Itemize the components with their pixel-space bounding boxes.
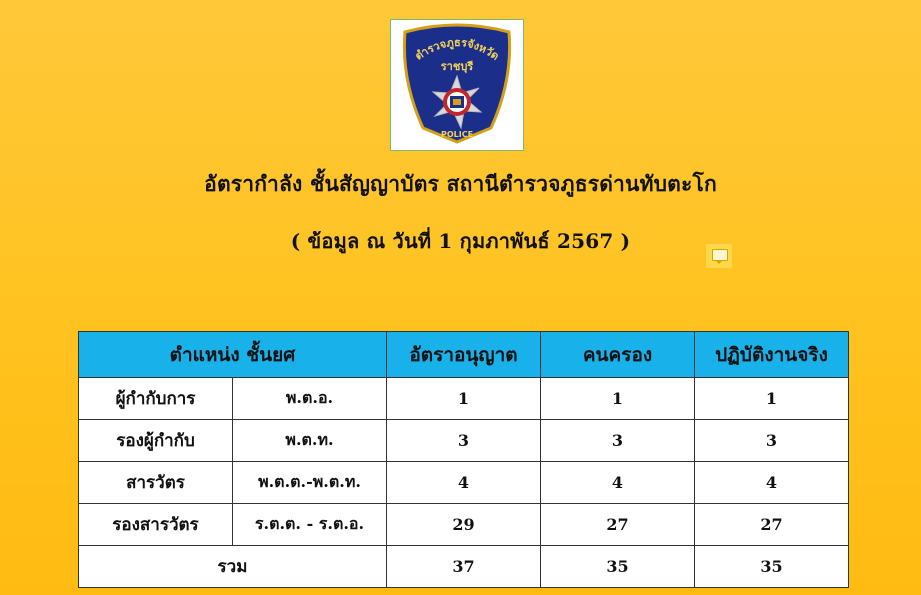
manpower-table	[78, 331, 849, 588]
actual-cell: 1	[695, 378, 849, 420]
occupied-cell: 4	[541, 462, 695, 504]
logo-top-text: ตำรวจภูธรจังหวัด	[412, 35, 502, 63]
position-cell: สารวัตร	[79, 462, 233, 504]
page-title: อัตรากำลัง ชั้นสัญญาบัตร สถานีตำรวจภูธรด่านทับตะโก	[204, 171, 717, 196]
table-row	[79, 504, 849, 546]
occupied-cell: 27	[541, 504, 695, 546]
rank-cell: พ.ต.ท.	[233, 420, 387, 462]
position-cell: รองสารวัตร	[79, 504, 233, 546]
comment-icon[interactable]	[706, 244, 732, 268]
table-header-row	[79, 332, 849, 378]
authorized-cell: 4	[387, 462, 541, 504]
total-authorized-cell: 37	[387, 546, 541, 588]
logo-province-text: ราชบุรี	[440, 60, 474, 73]
actual-cell: 4	[695, 462, 849, 504]
occupied-cell: 3	[541, 420, 695, 462]
table-total-row	[79, 546, 849, 588]
rank-cell: ร.ต.ต. - ร.ต.อ.	[233, 504, 387, 546]
authorized-cell: 1	[387, 378, 541, 420]
rank-cell: พ.ต.ต.-พ.ต.ท.	[233, 462, 387, 504]
police-badge-image	[391, 20, 523, 150]
header-actual: ปฏิบัติงานจริง	[695, 332, 849, 378]
data-date-subtitle: ( ข้อมูล ณ วันที่ 1 กุมภาพันธ์ 2567 )	[290, 229, 631, 253]
table-row	[79, 378, 849, 420]
actual-cell: 27	[695, 504, 849, 546]
total-occupied-cell: 35	[541, 546, 695, 588]
table-row	[79, 462, 849, 504]
position-cell: ผู้กำกับการ	[79, 378, 233, 420]
header-authorized: อัตราอนุญาต	[387, 332, 541, 378]
rank-cell: พ.ต.อ.	[233, 378, 387, 420]
table-row	[79, 420, 849, 462]
comment-bubble-tail	[715, 260, 723, 264]
total-label-cell: รวม	[79, 546, 387, 588]
authorized-cell: 3	[387, 420, 541, 462]
authorized-cell: 29	[387, 504, 541, 546]
logo-police-text: POLICE	[440, 130, 474, 139]
police-logo	[390, 19, 524, 151]
occupied-cell: 1	[541, 378, 695, 420]
header-occupied: คนครอง	[541, 332, 695, 378]
position-cell: รองผู้กำกับ	[79, 420, 233, 462]
actual-cell: 3	[695, 420, 849, 462]
total-actual-cell: 35	[695, 546, 849, 588]
header-position-rank: ตำแหน่ง ชั้นยศ	[79, 332, 387, 378]
